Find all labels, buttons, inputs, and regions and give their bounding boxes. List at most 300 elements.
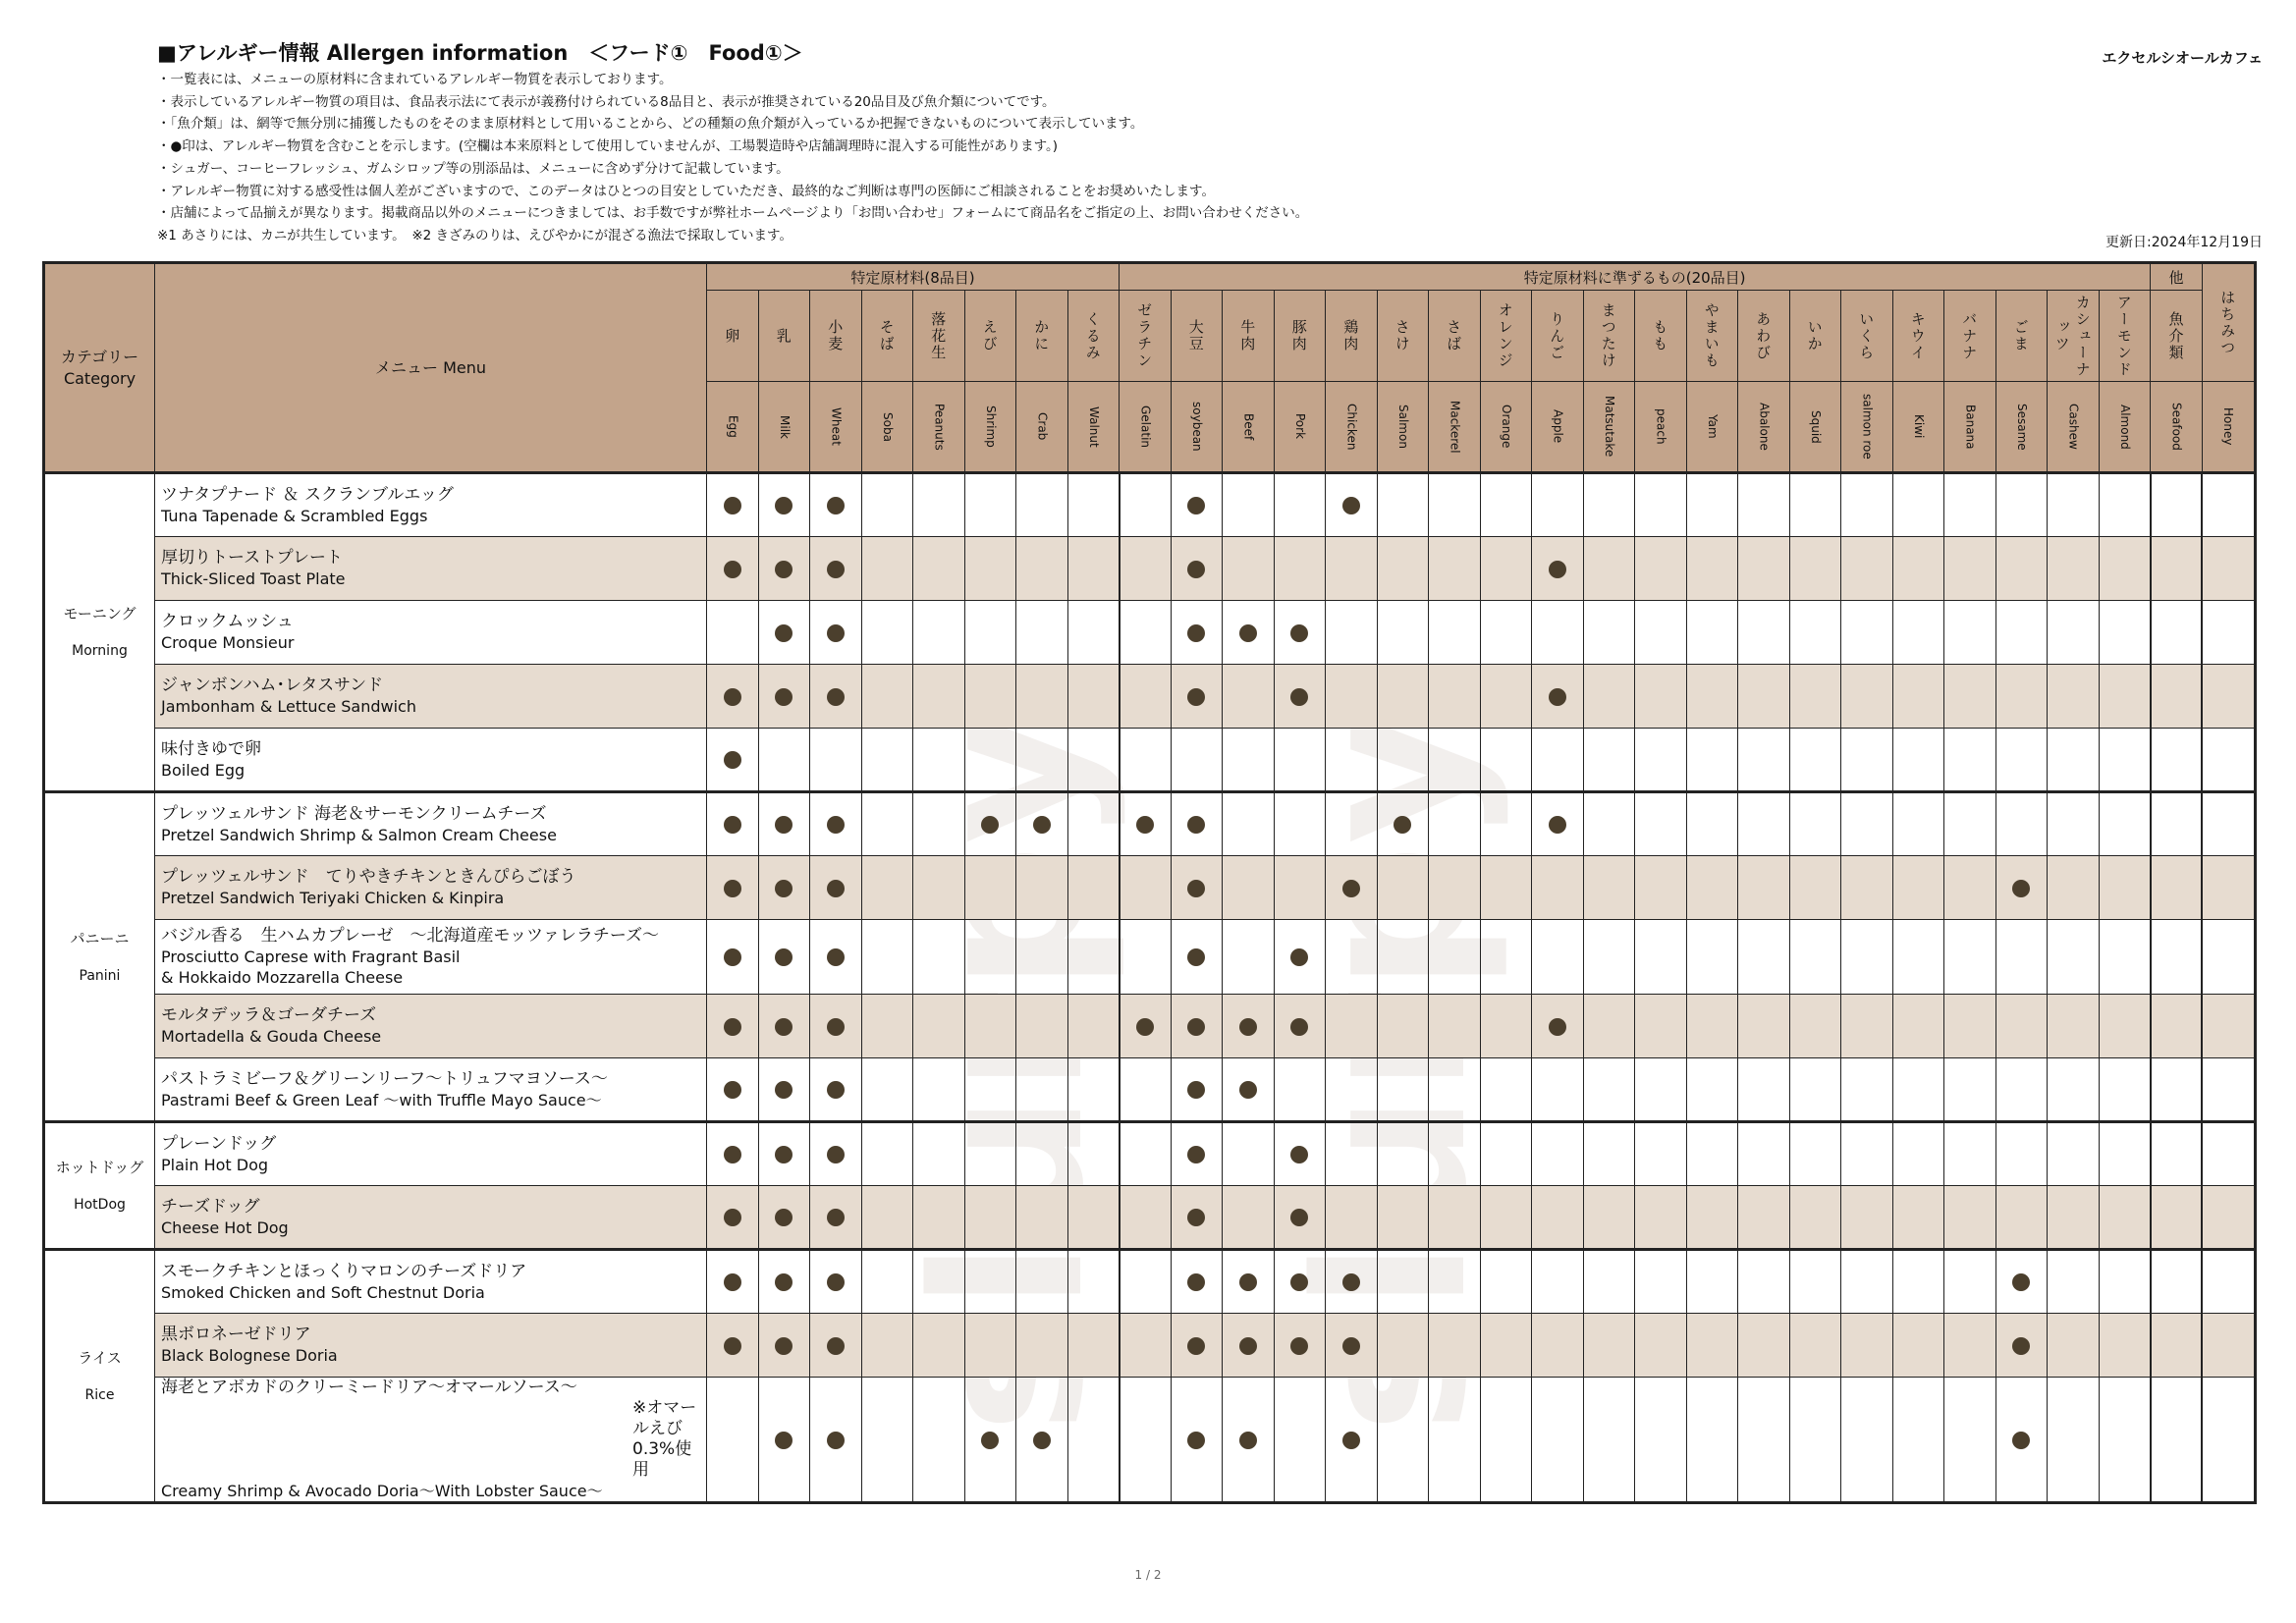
note-line: ※1 あさりには、カニが共生しています。 ※2 きざみのりは、えびやかにが混ざる漁法で採取しています。 bbox=[157, 227, 793, 243]
allergen-cell bbox=[1429, 1186, 1481, 1250]
allergen-cell bbox=[1326, 1378, 1378, 1503]
allergen-en-label: Walnut bbox=[1086, 406, 1101, 448]
allergen-cell bbox=[1995, 995, 2048, 1058]
allergen-en-header bbox=[1841, 382, 1893, 473]
allergen-cell bbox=[1789, 1250, 1841, 1314]
allergen-cell bbox=[1635, 473, 1687, 537]
allergen-cell bbox=[964, 1186, 1016, 1250]
allergen-cell bbox=[2202, 1314, 2255, 1378]
allergen-cell bbox=[758, 1250, 810, 1314]
allergen-cell bbox=[707, 473, 759, 537]
allergen-cell bbox=[1789, 473, 1841, 537]
allergen-cell bbox=[1995, 1314, 2048, 1378]
allergen-cell bbox=[1326, 995, 1378, 1058]
allergen-cell bbox=[2099, 995, 2151, 1058]
allergen-cell bbox=[861, 537, 913, 601]
allergen-cell bbox=[861, 995, 913, 1058]
allergen-cell bbox=[1635, 792, 1687, 856]
allergen-cell bbox=[1171, 792, 1223, 856]
allergen-cell bbox=[1532, 920, 1584, 995]
menu-item bbox=[155, 729, 707, 792]
table-row bbox=[44, 729, 2256, 792]
contains-dot-icon bbox=[724, 816, 741, 834]
allergen-cell bbox=[1171, 1186, 1223, 1250]
note-line: ・一覧表には、メニューの原材料に含まれているアレルギー物質を表示しております。 bbox=[157, 72, 673, 87]
allergen-cell bbox=[758, 1058, 810, 1122]
allergen-cell bbox=[1635, 1186, 1687, 1250]
allergen-header bbox=[1738, 291, 1790, 382]
allergen-cell bbox=[1120, 856, 1172, 920]
note-line: ・「魚介類」は、網等で無分別に捕獲したものをそのまま原材料として用いることから、どの種類の魚介類が入っているか把握できないものについて表示しています。 bbox=[157, 116, 1144, 133]
allergen-cell bbox=[913, 1186, 965, 1250]
menu-item bbox=[155, 537, 707, 601]
table-row bbox=[44, 920, 2256, 995]
allergen-cell bbox=[1532, 856, 1584, 920]
allergen-cell bbox=[2151, 1186, 2203, 1250]
allergen-cell bbox=[1738, 1378, 1790, 1503]
allergen-jp-label: いくら bbox=[1857, 310, 1876, 361]
contains-dot-icon bbox=[2012, 1432, 2030, 1449]
allergen-cell bbox=[2048, 792, 2100, 856]
allergen-cell bbox=[1377, 792, 1429, 856]
allergen-cell bbox=[1429, 1378, 1481, 1503]
allergen-cell bbox=[1171, 995, 1223, 1058]
allergen-jp-label: はちみつ bbox=[2218, 289, 2237, 356]
allergen-header bbox=[964, 291, 1016, 382]
allergen-cell bbox=[1120, 537, 1172, 601]
allergen-cell bbox=[1429, 995, 1481, 1058]
allergen-cell bbox=[1171, 1314, 1223, 1378]
contains-dot-icon bbox=[775, 497, 793, 514]
allergen-cell bbox=[1326, 601, 1378, 665]
contains-dot-icon bbox=[1187, 1081, 1205, 1099]
allergen-cell bbox=[1377, 473, 1429, 537]
allergen-cell bbox=[1067, 601, 1120, 665]
allergen-cell bbox=[1377, 729, 1429, 792]
allergen-cell bbox=[1583, 1058, 1635, 1122]
allergen-cell bbox=[1841, 1058, 1893, 1122]
allergen-cell bbox=[1171, 1250, 1223, 1314]
table-row bbox=[44, 856, 2256, 920]
note-line: ・●印は、アレルギー物質を含むことを示します。(空欄は本来原料として使用していませんが、工場製造時や店舗調理時に混入する可能性があります。) bbox=[157, 138, 1059, 155]
allergen-cell bbox=[1583, 1250, 1635, 1314]
category-jp: パニーニ bbox=[70, 929, 130, 947]
allergen-cell bbox=[1738, 1314, 1790, 1378]
allergen-cell bbox=[1583, 1122, 1635, 1186]
allergen-cell bbox=[1377, 1314, 1429, 1378]
allergen-cell bbox=[1944, 1314, 1996, 1378]
allergen-header bbox=[2151, 291, 2203, 382]
allergen-cell bbox=[2151, 473, 2203, 537]
contains-dot-icon bbox=[724, 751, 741, 769]
contains-dot-icon bbox=[724, 1337, 741, 1355]
contains-dot-icon bbox=[1187, 1209, 1205, 1226]
allergen-cell bbox=[1841, 729, 1893, 792]
allergen-cell bbox=[758, 473, 810, 537]
allergen-cell bbox=[1120, 665, 1172, 729]
allergen-cell bbox=[1532, 1314, 1584, 1378]
allergen-cell bbox=[810, 856, 862, 920]
table-row bbox=[44, 1058, 2256, 1122]
menu-item-en: Tuna Tapenade & Scrambled Eggs bbox=[161, 506, 428, 525]
contains-dot-icon bbox=[724, 1209, 741, 1226]
allergen-cell bbox=[1120, 1058, 1172, 1122]
allergen-cell bbox=[2151, 1058, 2203, 1122]
allergen-cell bbox=[1686, 1186, 1738, 1250]
allergen-jp-label: キウイ bbox=[1908, 310, 1927, 361]
allergen-cell bbox=[2099, 1122, 2151, 1186]
allergen-cell bbox=[1274, 601, 1326, 665]
allergen-cell bbox=[913, 1314, 965, 1378]
allergen-header bbox=[1635, 291, 1687, 382]
allergen-cell bbox=[1171, 920, 1223, 995]
allergen-cell bbox=[1841, 920, 1893, 995]
allergen-cell bbox=[861, 1250, 913, 1314]
menu-header: メニュー Menu bbox=[155, 263, 707, 473]
allergen-cell bbox=[1635, 856, 1687, 920]
allergen-cell bbox=[1377, 601, 1429, 665]
allergen-cell bbox=[1892, 729, 1944, 792]
allergen-cell bbox=[2099, 601, 2151, 665]
allergen-cell bbox=[913, 537, 965, 601]
allergen-jp-label: いか bbox=[1805, 319, 1824, 352]
allergen-en-header bbox=[1067, 382, 1120, 473]
allergen-cell bbox=[2202, 995, 2255, 1058]
allergen-en-label: Yam bbox=[1705, 414, 1720, 439]
allergen-cell bbox=[1841, 601, 1893, 665]
allergen-jp-label: 落花生 bbox=[929, 310, 948, 361]
contains-dot-icon bbox=[1187, 1018, 1205, 1036]
allergen-cell bbox=[1016, 473, 1068, 537]
contains-dot-icon bbox=[1033, 1432, 1051, 1449]
allergen-cell bbox=[1067, 473, 1120, 537]
allergen-cell bbox=[1377, 1058, 1429, 1122]
contains-dot-icon bbox=[1187, 497, 1205, 514]
menu-item bbox=[155, 601, 707, 665]
allergen-cell bbox=[1686, 1314, 1738, 1378]
allergen-cell bbox=[1583, 995, 1635, 1058]
allergen-cell bbox=[1274, 1186, 1326, 1250]
allergen-cell bbox=[1016, 1250, 1068, 1314]
allergen-cell bbox=[1223, 473, 1275, 537]
allergen-cell bbox=[1892, 1378, 1944, 1503]
allergen-cell bbox=[1738, 665, 1790, 729]
allergen-cell bbox=[1944, 1122, 1996, 1186]
contains-dot-icon bbox=[775, 880, 793, 897]
menu-item-jp: クロックムッシュ bbox=[161, 612, 294, 631]
allergen-cell bbox=[1738, 1250, 1790, 1314]
allergen-cell bbox=[964, 1250, 1016, 1314]
menu-item-jp: 味付きゆで卵 bbox=[161, 738, 261, 759]
allergen-cell bbox=[810, 1122, 862, 1186]
contains-dot-icon bbox=[1290, 1146, 1308, 1163]
allergen-jp-label: 魚介類 bbox=[2166, 310, 2185, 361]
allergen-cell bbox=[1995, 1250, 2048, 1314]
allergen-en-label: Sesame bbox=[2014, 403, 2029, 451]
allergen-cell bbox=[2151, 729, 2203, 792]
table-row bbox=[44, 1250, 2256, 1314]
menu-item-jp: プレッツェルサンド てりやきチキンときんぴらごぼう bbox=[161, 867, 576, 887]
allergen-header bbox=[1016, 291, 1068, 382]
allergen-cell bbox=[1841, 665, 1893, 729]
allergen-cell bbox=[2202, 1122, 2255, 1186]
contains-dot-icon bbox=[1187, 948, 1205, 966]
allergen-cell bbox=[2202, 601, 2255, 665]
allergen-cell bbox=[1429, 537, 1481, 601]
allergen-cell bbox=[758, 856, 810, 920]
allergen-cell bbox=[758, 1186, 810, 1250]
allergen-cell bbox=[1532, 473, 1584, 537]
allergen-cell bbox=[1686, 1122, 1738, 1186]
allergen-cell bbox=[810, 1186, 862, 1250]
allergen-cell bbox=[2048, 729, 2100, 792]
allergen-en-label: Banana bbox=[1963, 404, 1978, 450]
allergen-cell bbox=[1841, 1378, 1893, 1503]
allergen-en-label: Matsutake bbox=[1602, 396, 1616, 458]
menu-item bbox=[155, 856, 707, 920]
allergen-cell bbox=[1067, 729, 1120, 792]
allergen-cell bbox=[1016, 665, 1068, 729]
allergen-cell bbox=[1274, 1314, 1326, 1378]
allergen-cell bbox=[1789, 729, 1841, 792]
allergen-cell bbox=[1120, 920, 1172, 995]
allergen-cell bbox=[861, 665, 913, 729]
contains-dot-icon bbox=[1290, 1018, 1308, 1036]
allergen-cell bbox=[1326, 473, 1378, 537]
menu-item-jp: 黒ボロネーゼドリア bbox=[161, 1325, 311, 1344]
allergen-cell bbox=[861, 1058, 913, 1122]
category-en: Rice bbox=[84, 1386, 115, 1403]
table-row bbox=[44, 1378, 2256, 1503]
allergen-cell bbox=[1892, 1122, 1944, 1186]
contains-dot-icon bbox=[724, 1081, 741, 1099]
allergen-cell bbox=[2151, 1250, 2203, 1314]
allergen-cell bbox=[1171, 473, 1223, 537]
allergen-cell bbox=[1067, 995, 1120, 1058]
allergen-cell bbox=[1944, 537, 1996, 601]
allergen-en-label: Salmon bbox=[1395, 405, 1410, 449]
contains-dot-icon bbox=[1187, 1337, 1205, 1355]
category-en: Morning bbox=[72, 643, 128, 659]
allergen-cell bbox=[964, 995, 1016, 1058]
menu-item-jp: 海老とアボカドのクリーミードリア～オマールソース～ bbox=[161, 1378, 577, 1397]
allergen-cell bbox=[1120, 1122, 1172, 1186]
allergen-cell bbox=[913, 729, 965, 792]
allergen-en-label: Almond bbox=[2117, 404, 2132, 450]
allergen-cell bbox=[1377, 665, 1429, 729]
allergen-cell bbox=[810, 537, 862, 601]
allergen-cell bbox=[1429, 1122, 1481, 1186]
allergen-cell bbox=[1944, 665, 1996, 729]
allergen-cell bbox=[1532, 1186, 1584, 1250]
note-line: ・アレルギー物質に対する感受性は個人差がございますので、このデータはひとつの目安としていただき、最終的なご判断は専門の医師にご相談されることをお奨めいたします。 bbox=[157, 183, 1215, 199]
allergen-header bbox=[1789, 291, 1841, 382]
allergen-cell bbox=[1120, 995, 1172, 1058]
allergen-cell bbox=[1789, 856, 1841, 920]
allergen-cell bbox=[758, 1378, 810, 1503]
allergen-header bbox=[1223, 291, 1275, 382]
table-row bbox=[44, 1186, 2256, 1250]
allergen-cell bbox=[1995, 856, 2048, 920]
allergen-cell bbox=[913, 792, 965, 856]
allergen-cell bbox=[1635, 920, 1687, 995]
allergen-cell bbox=[1429, 1314, 1481, 1378]
notes-block bbox=[157, 69, 1308, 247]
category-en: HotDog bbox=[74, 1196, 126, 1213]
page-number: 1 / 2 bbox=[1134, 1568, 1162, 1582]
contains-dot-icon bbox=[775, 948, 793, 966]
allergen-cell bbox=[1429, 473, 1481, 537]
allergen-cell bbox=[1892, 601, 1944, 665]
allergen-cell bbox=[964, 920, 1016, 995]
contains-dot-icon bbox=[1290, 1273, 1308, 1291]
allergen-cell bbox=[1326, 792, 1378, 856]
menu-item bbox=[155, 473, 707, 537]
allergen-cell bbox=[1789, 1058, 1841, 1122]
group-header-row bbox=[44, 263, 2256, 291]
allergen-cell bbox=[1274, 856, 1326, 920]
contains-dot-icon bbox=[1290, 1209, 1308, 1226]
allergen-en-label: Kiwi bbox=[1911, 414, 1926, 439]
allergen-cell bbox=[1429, 729, 1481, 792]
contains-dot-icon bbox=[1136, 816, 1154, 834]
allergen-en-header bbox=[2099, 382, 2151, 473]
allergen-cell bbox=[707, 1314, 759, 1378]
allergen-en-label: Milk bbox=[777, 414, 792, 439]
allergen-cell bbox=[1016, 1314, 1068, 1378]
allergen-en-header bbox=[1583, 382, 1635, 473]
allergen-cell bbox=[1583, 729, 1635, 792]
allergen-cell bbox=[1274, 665, 1326, 729]
allergen-jp-label: さけ bbox=[1393, 319, 1411, 352]
allergen-cell bbox=[964, 1314, 1016, 1378]
allergen-cell bbox=[1223, 1314, 1275, 1378]
allergen-cell bbox=[1120, 1378, 1172, 1503]
contains-dot-icon bbox=[1290, 624, 1308, 642]
allergen-cell bbox=[1274, 1058, 1326, 1122]
allergen-jp-label: もも bbox=[1651, 319, 1669, 352]
contains-dot-icon bbox=[1239, 1273, 1257, 1291]
allergen-jp-label: あわび bbox=[1754, 310, 1773, 361]
menu-item-en: Creamy Shrimp & Avocado Doria～With Lobster Sauce～ bbox=[161, 1482, 603, 1500]
menu-item-en: Cheese Hot Dog bbox=[161, 1217, 289, 1237]
menu-item-en: Mortadella & Gouda Cheese bbox=[161, 1027, 382, 1046]
allergen-header bbox=[1429, 291, 1481, 382]
category-jp: ホットドッグ bbox=[55, 1158, 144, 1176]
menu-item-en: Thick-Sliced Toast Plate bbox=[161, 569, 346, 588]
contains-dot-icon bbox=[1187, 561, 1205, 578]
menu-item-jp: バジル香る 生ハムカプレーゼ ～北海道産モッツァレラチーズ～ bbox=[161, 926, 660, 946]
allergen-cell bbox=[707, 537, 759, 601]
allergen-cell bbox=[1480, 920, 1532, 995]
allergen-cell bbox=[707, 1122, 759, 1186]
allergen-group-header: 特定原材料に準ずるもの(20品目) bbox=[1120, 263, 2151, 291]
page-title: ■アレルギー情報 Allergen information ＜フード① Food①＞ bbox=[157, 41, 803, 65]
allergen-cell bbox=[1067, 1122, 1120, 1186]
allergen-en-header bbox=[2202, 382, 2255, 473]
allergen-cell bbox=[1120, 729, 1172, 792]
menu-item-en: Pretzel Sandwich Teriyaki Chicken & Kinpira bbox=[161, 889, 505, 907]
allergen-en-label: Honey bbox=[2221, 407, 2236, 446]
allergen-cell bbox=[1274, 537, 1326, 601]
allergen-cell bbox=[810, 1314, 862, 1378]
allergen-cell bbox=[1326, 729, 1378, 792]
contains-dot-icon bbox=[981, 816, 999, 834]
allergen-cell bbox=[1377, 920, 1429, 995]
allergen-cell bbox=[1789, 920, 1841, 995]
contains-dot-icon bbox=[775, 1018, 793, 1036]
allergen-cell bbox=[964, 665, 1016, 729]
allergen-cell bbox=[1429, 665, 1481, 729]
allergen-cell bbox=[861, 1186, 913, 1250]
menu-item bbox=[155, 920, 707, 995]
allergen-cell bbox=[964, 1378, 1016, 1503]
allergen-en-header bbox=[758, 382, 810, 473]
contains-dot-icon bbox=[1290, 1337, 1308, 1355]
allergen-cell bbox=[861, 792, 913, 856]
allergen-jp-label: まつたけ bbox=[1599, 302, 1617, 369]
allergen-jp-label: 大豆 bbox=[1186, 319, 1205, 352]
allergen-cell bbox=[1789, 601, 1841, 665]
allergen-header bbox=[1274, 291, 1326, 382]
allergen-cell bbox=[1326, 1122, 1378, 1186]
allergen-cell bbox=[1789, 1122, 1841, 1186]
allergen-en-label: Seafood bbox=[2169, 403, 2184, 451]
allergen-cell bbox=[1635, 995, 1687, 1058]
contains-dot-icon bbox=[775, 1273, 793, 1291]
menu-item-en-line2: & Hokkaido Mozzarella Cheese bbox=[161, 968, 404, 987]
allergen-header bbox=[1532, 291, 1584, 382]
allergen-cell bbox=[1067, 1250, 1120, 1314]
menu-item-en: Boiled Egg bbox=[161, 760, 246, 780]
allergen-cell bbox=[2048, 1250, 2100, 1314]
allergen-en-label: Peanuts bbox=[932, 403, 947, 451]
allergen-cell bbox=[1841, 1314, 1893, 1378]
allergen-cell bbox=[1789, 1378, 1841, 1503]
allergen-cell bbox=[1686, 1378, 1738, 1503]
allergen-cell bbox=[1120, 1186, 1172, 1250]
allergen-cell bbox=[758, 792, 810, 856]
allergen-cell bbox=[707, 995, 759, 1058]
menu-item-jp: モルタデッラ＆ゴーダチーズ bbox=[161, 1005, 377, 1025]
allergen-cell bbox=[2202, 729, 2255, 792]
contains-dot-icon bbox=[775, 1432, 793, 1449]
allergen-en-header bbox=[1892, 382, 1944, 473]
allergen-cell bbox=[2202, 537, 2255, 601]
allergen-header bbox=[1480, 291, 1532, 382]
contains-dot-icon bbox=[1239, 1081, 1257, 1099]
updated-date: 更新日:2024年12月19日 bbox=[2105, 235, 2263, 250]
allergen-en-header bbox=[1995, 382, 2048, 473]
allergen-cell bbox=[1223, 1122, 1275, 1186]
allergen-cell bbox=[1995, 1058, 2048, 1122]
menu-item-jp: チーズドッグ bbox=[161, 1196, 260, 1217]
allergen-cell bbox=[1480, 601, 1532, 665]
menu-item bbox=[155, 792, 707, 856]
allergen-cell bbox=[1326, 1250, 1378, 1314]
allergen-cell bbox=[1274, 995, 1326, 1058]
contains-dot-icon bbox=[724, 880, 741, 897]
contains-dot-icon bbox=[1187, 624, 1205, 642]
allergen-cell bbox=[2099, 920, 2151, 995]
allergen-en-label: Egg bbox=[726, 415, 740, 438]
allergen-cell bbox=[707, 1250, 759, 1314]
contains-dot-icon bbox=[2012, 1337, 2030, 1355]
category-header-jp: カテゴリー bbox=[60, 347, 139, 366]
allergen-cell bbox=[1120, 601, 1172, 665]
allergen-cell bbox=[1944, 1250, 1996, 1314]
allergen-jp-label: バナナ bbox=[1960, 310, 1979, 361]
